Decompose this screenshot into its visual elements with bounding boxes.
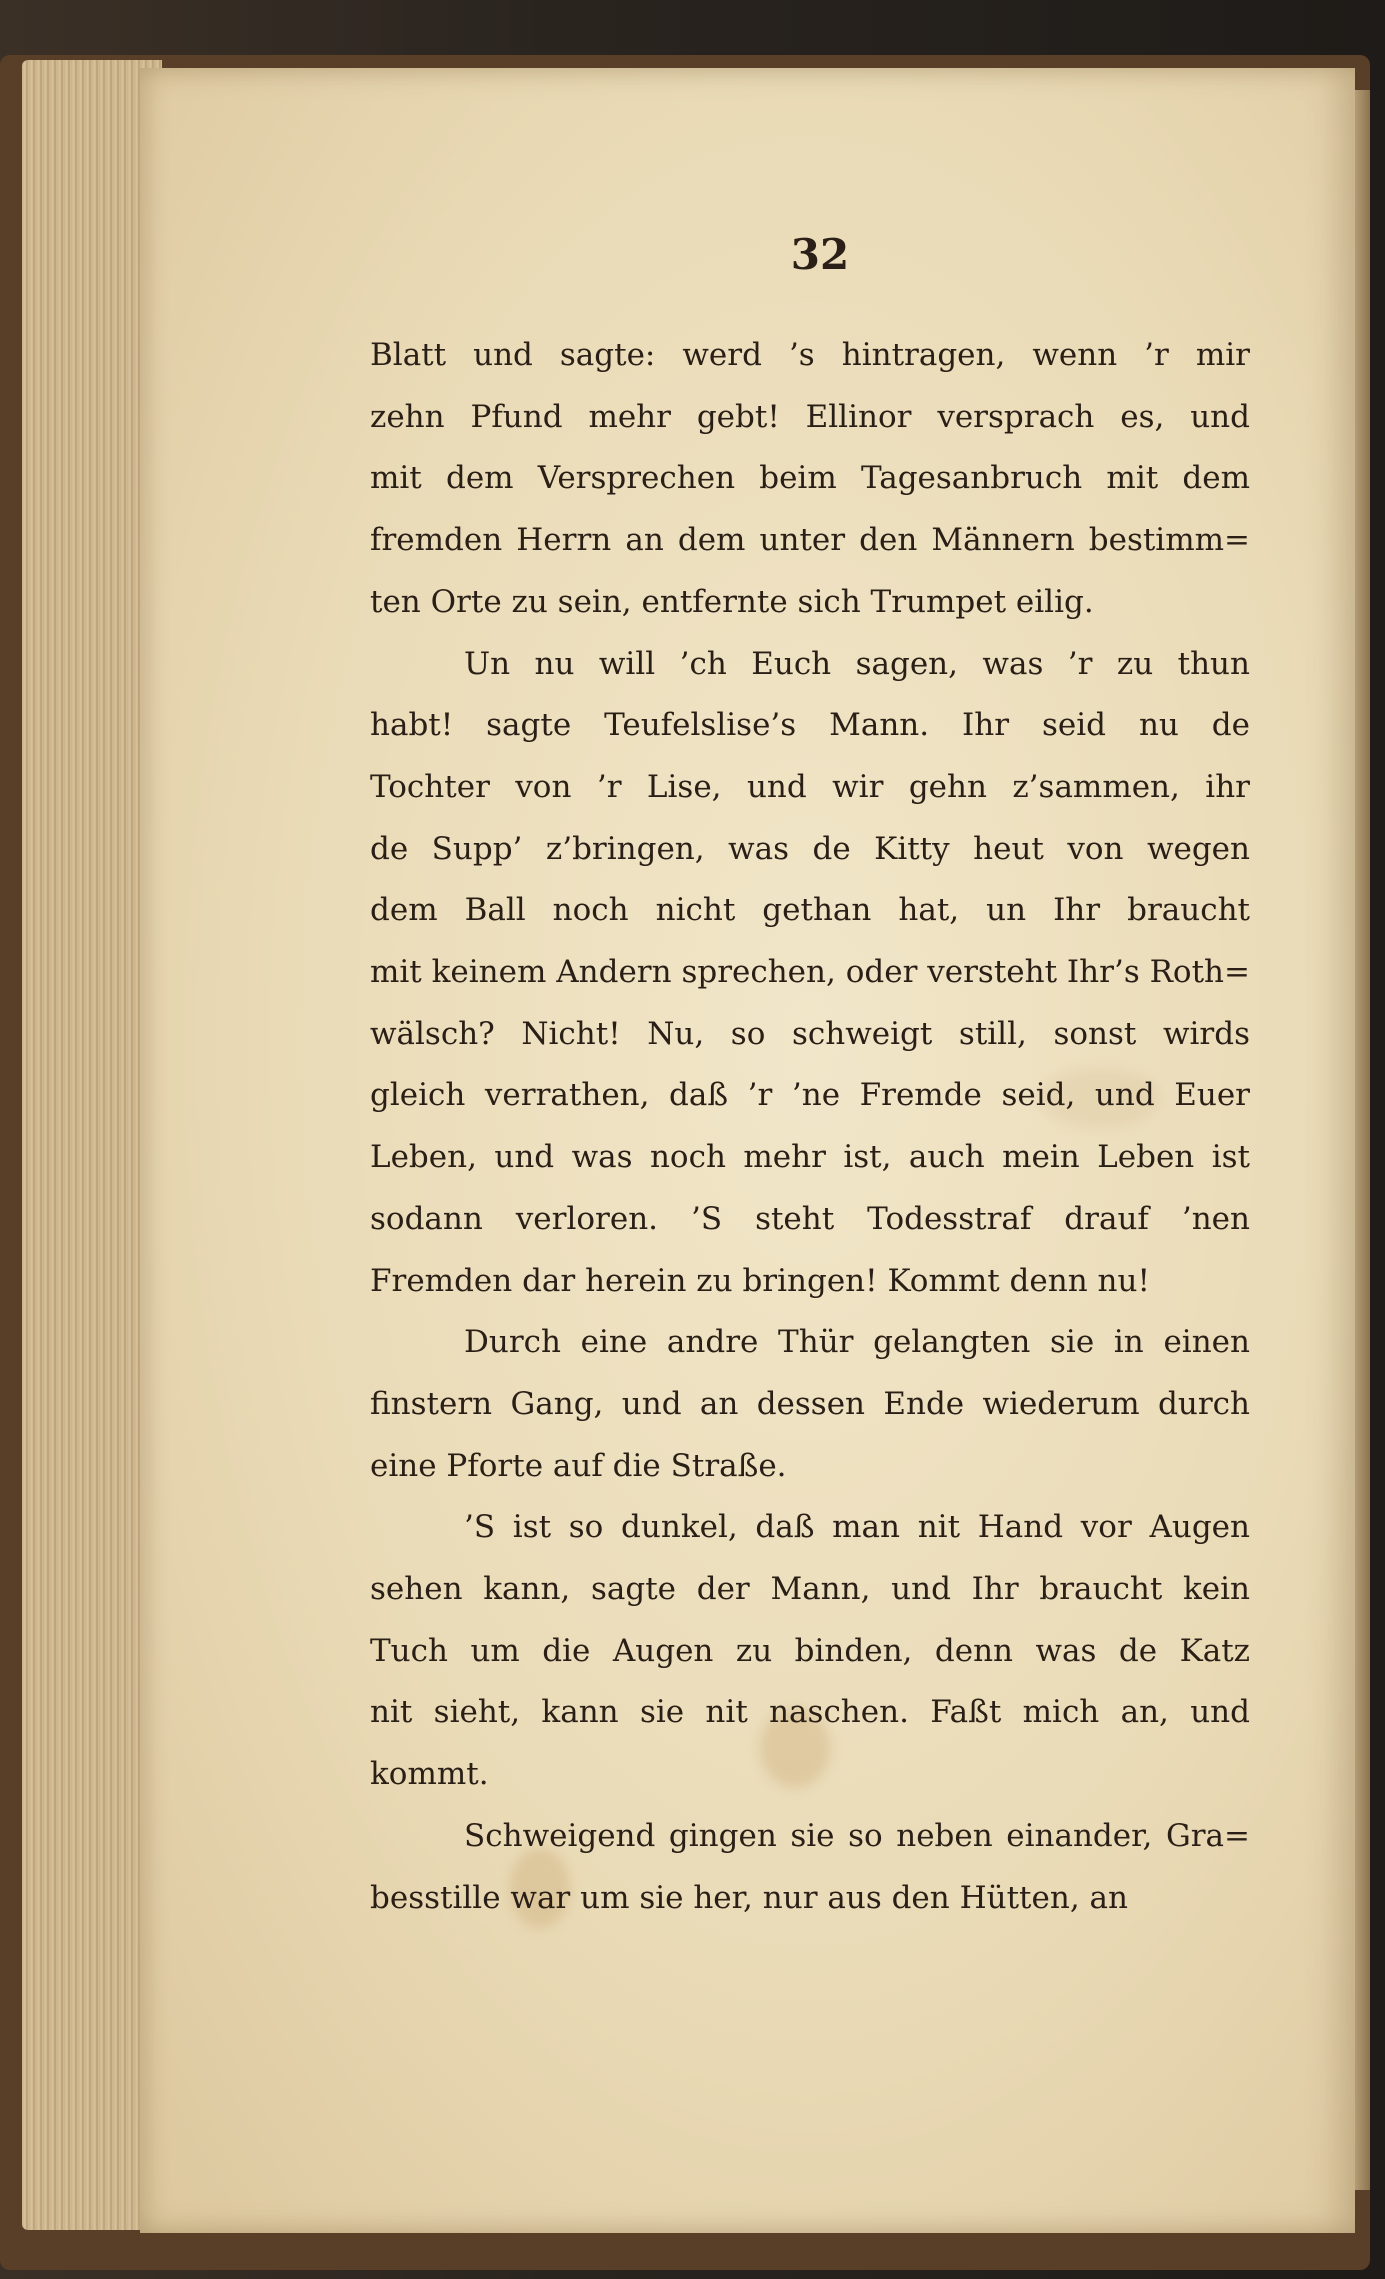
text-line: eine Pforte auf die Straße. bbox=[370, 1447, 787, 1484]
text-line: mit dem Versprechen beim Tagesanbruch mit dem bbox=[370, 460, 1250, 497]
text-line: nit sieht, kann sie nit naschen. Faßt mich an, und bbox=[370, 1694, 1250, 1731]
paragraph bbox=[370, 634, 1250, 1313]
text-line: kommt. bbox=[370, 1756, 489, 1793]
text-line: Tochter von ’r Lise, und wir gehn z’sammen, ihr bbox=[370, 768, 1250, 805]
paragraph bbox=[370, 1497, 1250, 1806]
paragraph bbox=[370, 1806, 1250, 1929]
text-line: finstern Gang, und an dessen Ende wiederum durch bbox=[370, 1385, 1250, 1422]
text-line: Un nu will ’ch Euch sagen, was ’r zu thun bbox=[464, 645, 1250, 682]
text-line: Leben, und was noch mehr ist, auch mein Leben ist bbox=[370, 1139, 1250, 1176]
text-line: gleich verrathen, daß ’r ’ne Fremde seid, und Euer bbox=[370, 1077, 1250, 1114]
paragraph bbox=[370, 1312, 1250, 1497]
paragraph bbox=[370, 325, 1250, 634]
text-line: fremden Herrn an dem unter den Männern bestimm= bbox=[370, 522, 1250, 559]
paragraph-container bbox=[370, 325, 1250, 1929]
body-text bbox=[370, 325, 1250, 1929]
text-line: Tuch um die Augen zu binden, denn was de Katz bbox=[370, 1632, 1250, 1669]
text-line: habt! sagte Teufelslise’s Mann. Ihr seid nu de bbox=[370, 707, 1250, 744]
text-line: wälsch? Nicht! Nu, so schweigt still, sonst wirds bbox=[370, 1015, 1250, 1052]
text-line: Durch eine andre Thür gelangten sie in einen bbox=[464, 1324, 1250, 1361]
text-line: sehen kann, sagte der Mann, und Ihr braucht kein bbox=[370, 1571, 1250, 1608]
text-line: dem Ball noch nicht gethan hat, un Ihr braucht bbox=[370, 892, 1250, 929]
text-line: besstille war um sie her, nur aus den Hütten, an bbox=[370, 1879, 1128, 1916]
text-line: ten Orte zu sein, entfernte sich Trumpet eilig. bbox=[370, 583, 1094, 620]
text-line: Blatt und sagte: werd ’s hintragen, wenn ’r mir bbox=[370, 337, 1250, 373]
text-line: zehn Pfund mehr gebt! Ellinor versprach es, und bbox=[370, 398, 1250, 435]
text-line: Schweigend gingen sie so neben einander, Gra= bbox=[464, 1817, 1250, 1854]
text-line: sodann verloren. ’S steht Todesstraf drauf ’nen bbox=[370, 1200, 1250, 1237]
page-number: 32 bbox=[790, 230, 850, 279]
text-line: ’S ist so dunkel, daß man nit Hand vor Augen bbox=[464, 1509, 1250, 1546]
text-line: Fremden dar herein zu bringen! Kommt denn nu! bbox=[370, 1262, 1150, 1299]
text-line: mit keinem Andern sprechen, oder versteht Ihr’s Roth= bbox=[370, 954, 1250, 991]
text-line: de Supp’ z’bringen, was de Kitty heut von wegen bbox=[370, 830, 1250, 867]
